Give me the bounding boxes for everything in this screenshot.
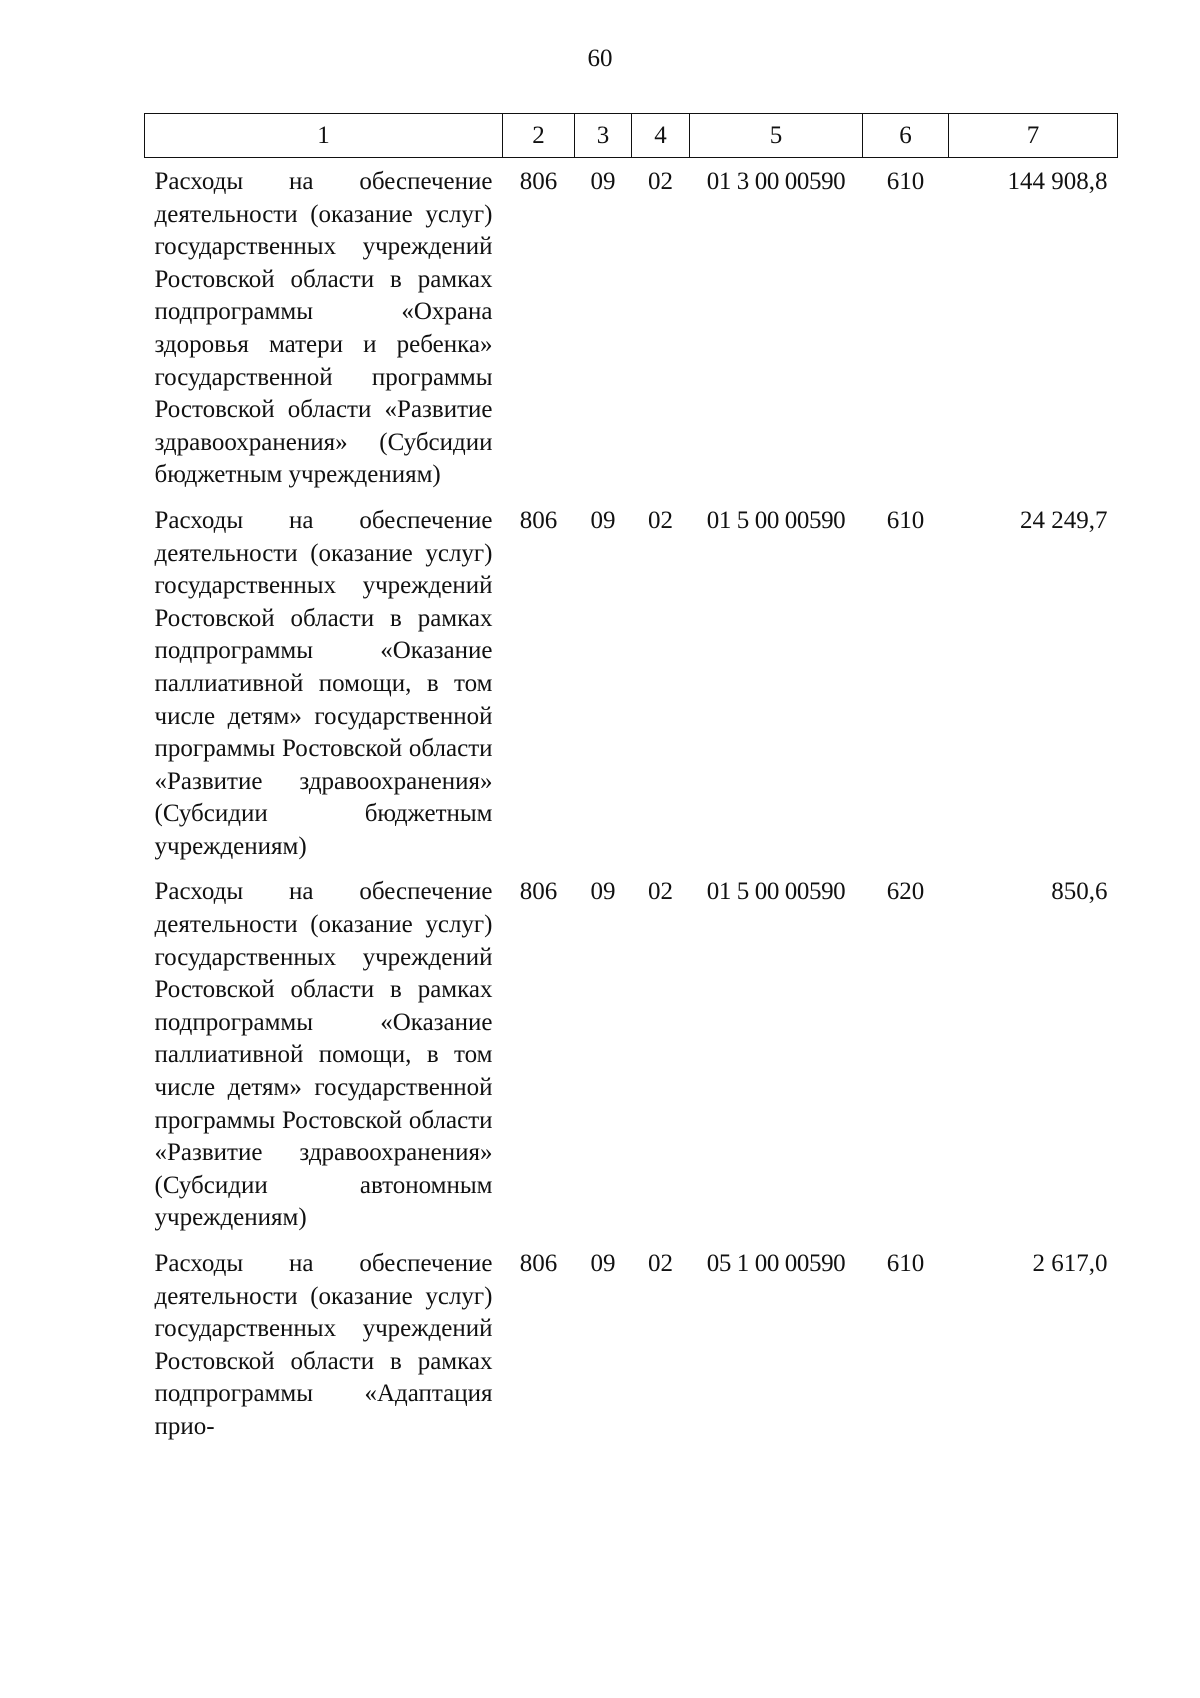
row-amount: 2 617,0 [1032, 1250, 1108, 1277]
header-row [145, 114, 1118, 158]
row-target-article: 05 1 00 00590 [706, 1250, 846, 1277]
row-description: Расходы на обеспечение деятельности (оказание услуг) государственных учреждений Ростовской области в рамках подпрограммы «Охрана здоровья матери и ребенка» государственной программы Ростовской области «Развитие здравоохранения» (Субсидии бюджетным учреждениям) [154, 168, 493, 489]
row-subsection-code: 02 [648, 1250, 673, 1277]
table-body [145, 158, 1118, 1449]
row-ministry-code: 806 [519, 506, 558, 534]
row-expense-type: 610 [886, 1250, 925, 1277]
row-ministry-code: 806 [519, 1250, 558, 1277]
row-ministry-code: 806 [519, 168, 558, 195]
row-ministry-code: 806 [519, 878, 558, 906]
row-expense-type: 620 [886, 878, 925, 906]
row-section-code: 09 [590, 506, 616, 534]
header-col-5: 5 [690, 114, 863, 158]
page-number: 60 [587, 45, 613, 72]
row-section-code: 09 [590, 878, 616, 906]
table-row [145, 1240, 1118, 1449]
row-description: Расходы на обеспечение деятельности (оказание услуг) государственных учреждений Ростовской области в рамках подпрограммы «Оказание паллиативной помощи, в том числе детям» государственной программы Ростовской области «Развитие здравоохранения» (Субсидии бюджетным учреждениям) [154, 506, 493, 860]
header-col-3: 3 [575, 114, 632, 158]
row-description: Расходы на обеспечение деятельности (оказание услуг) государственных учреждений Ростовской области в рамках подпрограммы «Оказание паллиативной помощи, в том числе детям» государственной программы Ростовской области «Развитие здравоохранения» (Субсидии автономным учреждениям) [154, 878, 493, 1232]
table-row [145, 497, 1118, 869]
row-expense-type: 610 [886, 168, 925, 195]
row-section-code: 09 [590, 168, 616, 195]
header-col-2: 2 [503, 114, 575, 158]
header-col-6: 6 [863, 114, 949, 158]
table-header [145, 114, 1118, 158]
row-subsection-code: 02 [648, 506, 673, 534]
row-subsection-code: 02 [648, 878, 673, 906]
row-expense-type: 610 [886, 506, 925, 534]
row-amount: 144 908,8 [1007, 168, 1108, 195]
row-amount: 24 249,7 [1020, 506, 1108, 534]
table-row [145, 158, 1118, 497]
row-subsection-code: 02 [648, 168, 673, 195]
header-col-1: 1 [145, 114, 503, 158]
row-target-article: 01 5 00 00590 [706, 878, 846, 906]
header-col-7: 7 [949, 114, 1118, 158]
row-amount: 850,6 [1051, 878, 1108, 906]
row-target-article: 01 5 00 00590 [706, 506, 846, 534]
table-row [145, 868, 1118, 1240]
row-target-article: 01 3 00 00590 [706, 168, 846, 195]
row-section-code: 09 [590, 1250, 616, 1277]
row-description: Расходы на обеспечение деятельности (оказание услуг) государственных учреждений Ростовской области в рамках подпрограммы «Адаптация прио- [154, 1250, 493, 1440]
header-col-4: 4 [632, 114, 690, 158]
budget-table [144, 113, 1118, 1449]
